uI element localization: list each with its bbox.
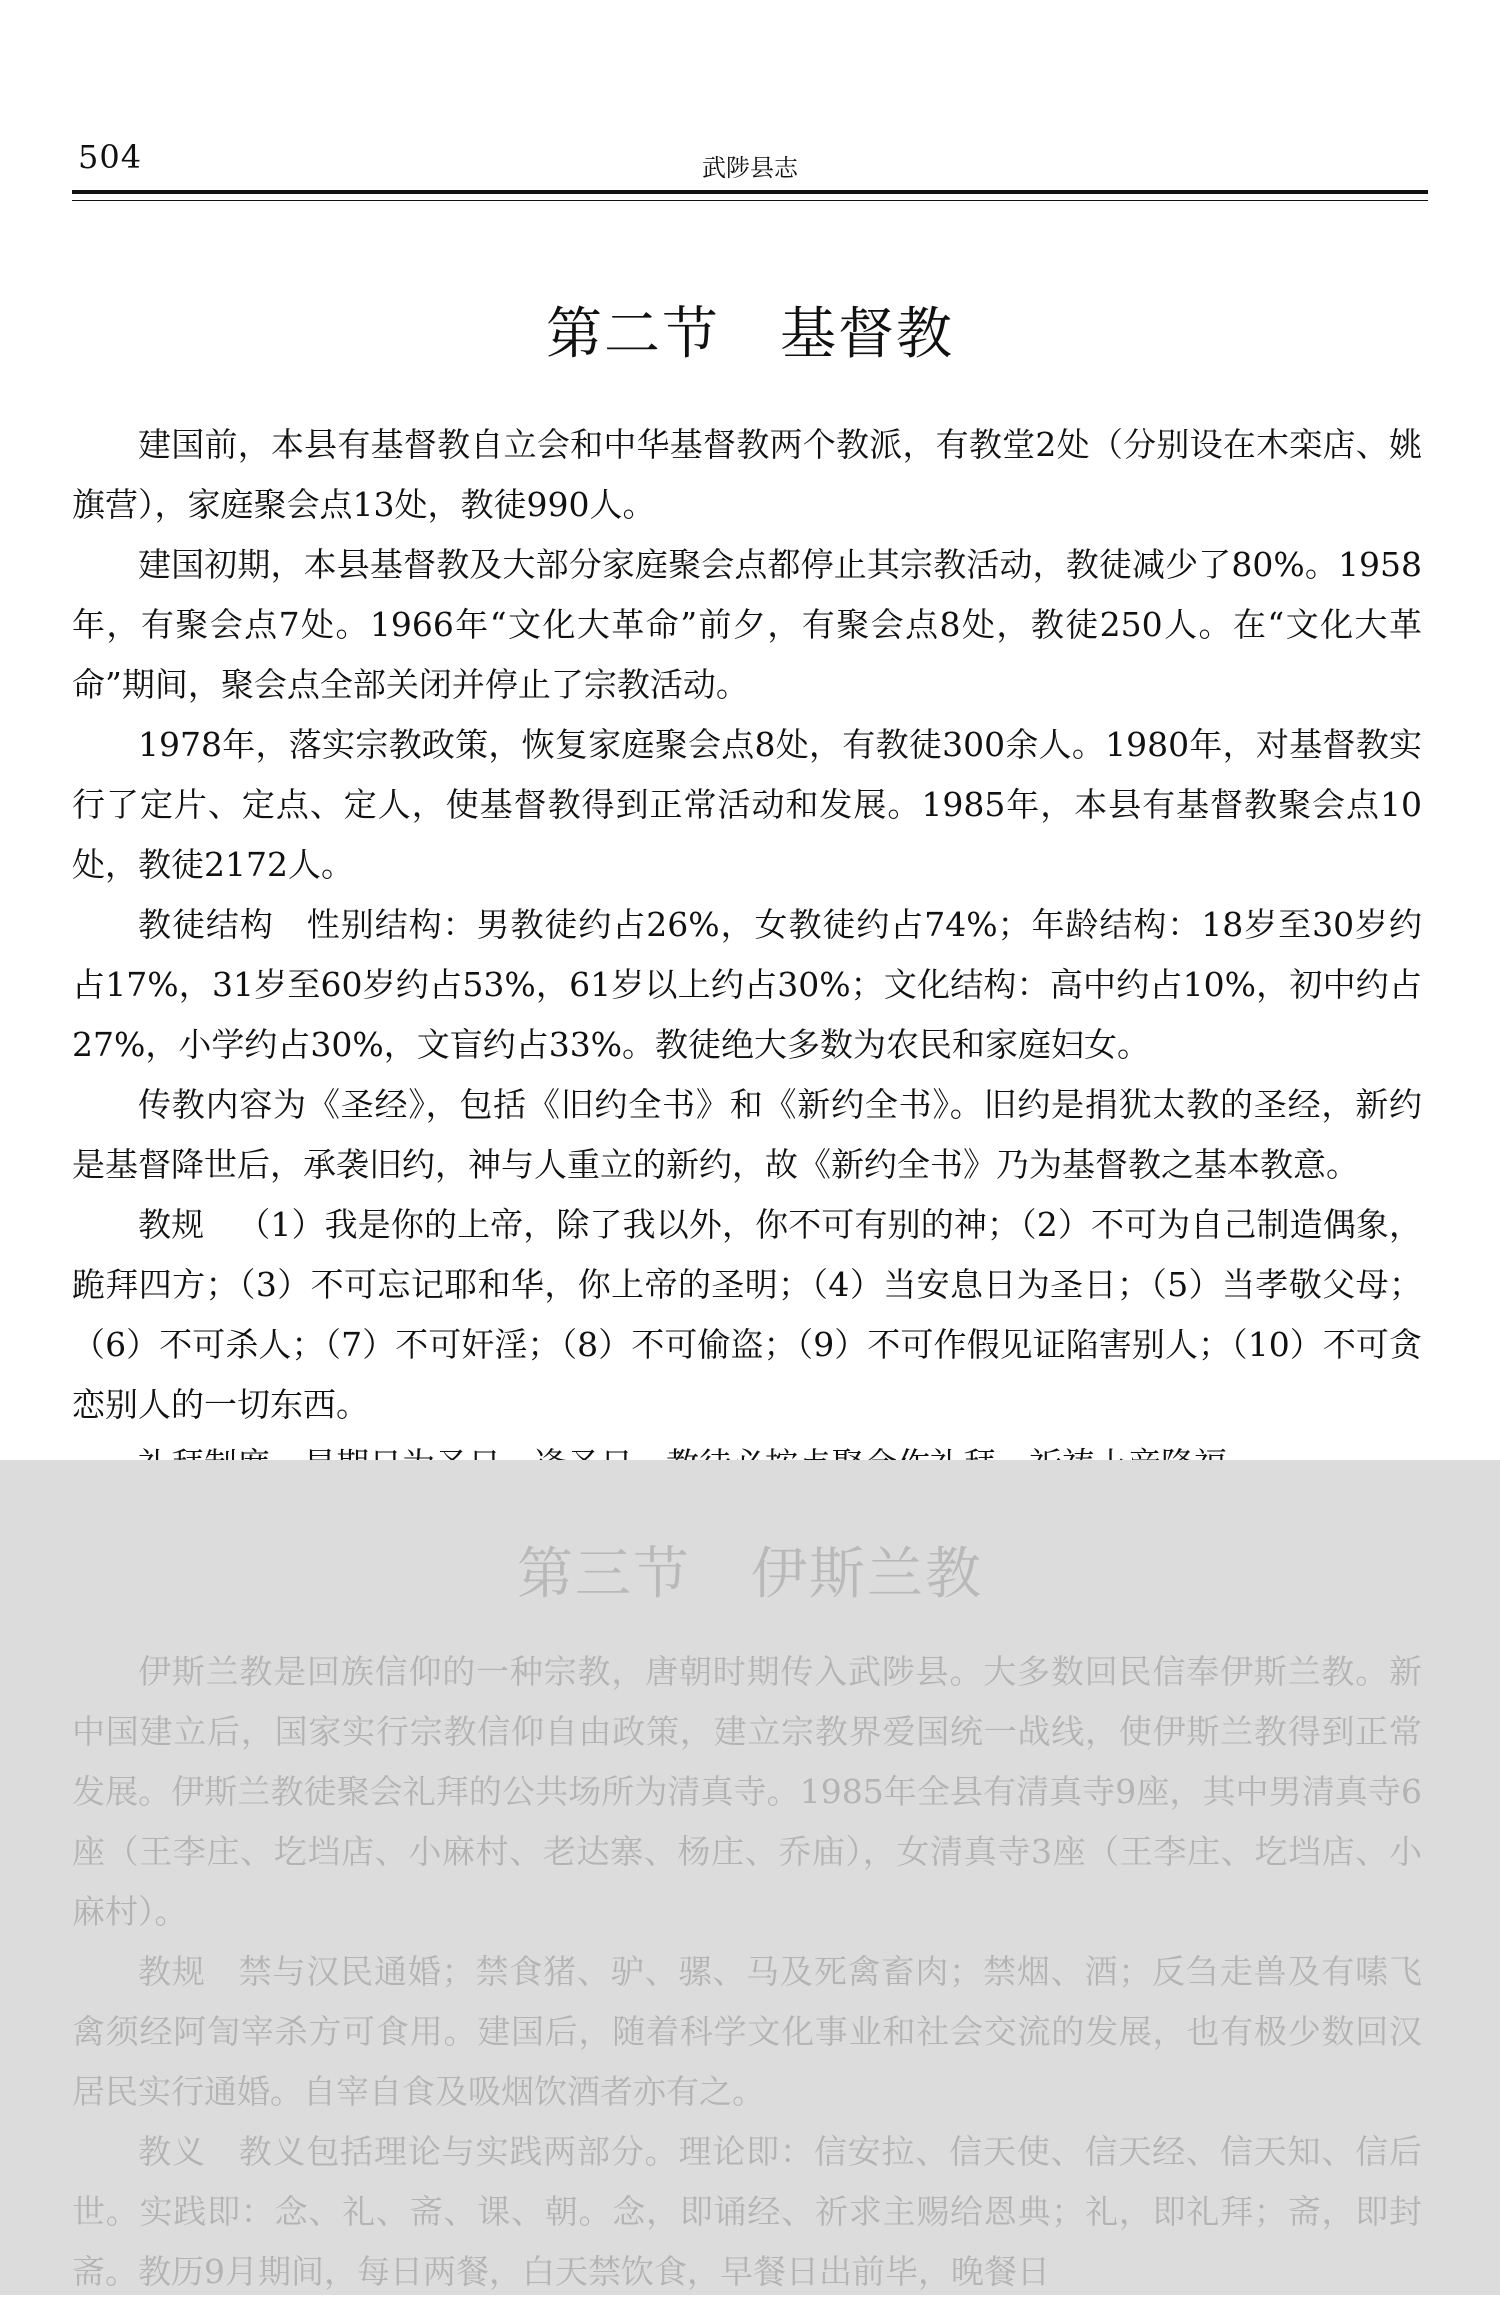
running-head: [72, 138, 1428, 188]
header-rule-thin: [72, 200, 1428, 201]
section-title-christianity: [0, 290, 1500, 370]
paragraph: 建国前，本县有基督教自立会和中华基督教两个教派，有教堂2处（分别设在木栾店、姚旗营），家庭聚会点13处，教徒990人。: [72, 425, 1422, 524]
paragraph-text: 禁与汉民通婚；禁食猪、驴、骡、马及死禽畜肉；禁烟、酒；反刍走兽及有嗉飞禽须经阿訇宰杀方可食用。建国后，随着科学文化事业和社会交流的发展，也有极少数回汉居民实行通婚。自宰自食及吸烟饮酒者亦有之。: [72, 1952, 1423, 2111]
paragraph-lead: 教徒结构: [138, 905, 274, 944]
paragraph: 1978年，落实宗教政策，恢复家庭聚会点8处，有教徒300余人。1980年，对基督教实行了定片、定点、定人，使基督教得到正常活动和发展。1985年，本县有基督教聚会点10处，教徒2172人。: [72, 725, 1422, 884]
paragraph-text: （1）我是你的上帝，除了我以外，你不可有别的神；（2）不可为自己制造偶象，跪拜四方；（3）不可忘记耶和华，你上帝的圣明；（4）当安息日为圣日；（5）当孝敬父母；（6）不可杀人；（7）不可奸淫；（8）不可偷盗；（9）不可作假见证陷害别人；（10）不可贪恋别人的一切东西。: [72, 1205, 1423, 1424]
section-body-christianity: [72, 415, 1422, 1495]
paragraph-lead: 教规: [138, 1205, 205, 1244]
section-number: 第二节: [546, 302, 720, 367]
section-number: 第三节: [517, 1542, 691, 1607]
book-title: 武陟县志: [702, 154, 798, 182]
paragraph: 伊斯兰教是回族信仰的一种宗教，唐朝时期传入武陟县。大多数回民信奉伊斯兰教。新中国建立后，国家实行宗教信仰自由政策，建立宗教界爱国统一战线，使伊斯兰教得到正常发展。伊斯兰教徒聚会礼拜的公共场所为清真寺。1985年全县有清真寺9座，其中男清真寺6座（王李庄、圪垱店、小麻村、老达寨、杨庄、乔庙），女清真寺3座（王李庄、圪垱店、小麻村）。: [72, 1652, 1422, 1931]
paragraph-text: 教义包括理论与实践两部分。理论即：信安拉、信天使、信天经、信天知、信后世。实践即：念、礼、斋、课、朝。念，即诵经、祈求主赐给恩典；礼，即礼拜；斋，即封斋。教历9月期间，每日两餐，白天禁饮食，早餐日出前毕，晚餐日: [72, 2132, 1423, 2291]
section-title-islam: [0, 1530, 1500, 1610]
paragraph-text: 性别结构：男教徒约占26%，女教徒约占74%；年龄结构：18岁至30岁约占17%，31岁至60岁约占53%，61岁以上约占30%；文化结构：高中约占10%，初中约占27%，小学约占30%，文盲约占33%。教徒绝大多数为农民和家庭妇女。: [72, 905, 1422, 1064]
section-body-islam: [72, 1642, 1422, 2302]
section-name: 伊斯兰教: [751, 1542, 983, 1607]
section-name: 基督教: [780, 302, 954, 367]
paragraph: 建国初期，本县基督教及大部分家庭聚会点都停止其宗教活动，教徒减少了80%。1958年，有聚会点7处。1966年“文化大革命”前夕，有聚会点8处，教徒250人。在“文化大革命”期间，聚会点全部关闭并停止了宗教活动。: [72, 545, 1422, 704]
paragraph: [72, 2122, 1422, 2302]
paragraph: [72, 1942, 1422, 2122]
paragraph-lead: 教规: [138, 1952, 206, 1991]
paragraph: [72, 1195, 1422, 1435]
paragraph: [72, 895, 1422, 1075]
paragraph-lead: 教义: [138, 2132, 206, 2171]
header-rule-thick: [72, 190, 1428, 194]
paragraph: 传教内容为《圣经》，包括《旧约全书》和《新约全书》。旧约是捐犹太教的圣经，新约是基督降世后，承袭旧约，神与人重立的新约，故《新约全书》乃为基督教之基本教意。: [72, 1085, 1422, 1184]
page-number: 504: [78, 138, 143, 176]
